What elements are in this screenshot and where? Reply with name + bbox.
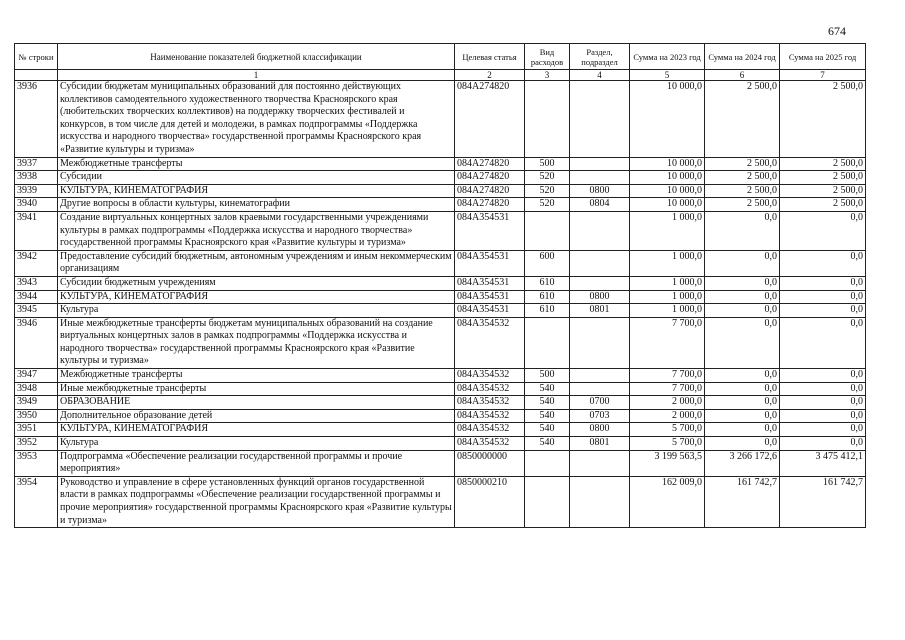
row-number: 3951 [15, 423, 58, 437]
row-sum-2023: 162 009,0 [630, 476, 705, 527]
column-number: 7 [780, 70, 866, 81]
row-sum-2025: 2 500,0 [780, 198, 866, 212]
row-number: 3952 [15, 437, 58, 451]
row-name: Межбюджетные трансферты [58, 369, 455, 383]
header-section: Раздел, подраздел [570, 44, 630, 70]
row-sum-2023: 10 000,0 [630, 171, 705, 185]
row-number: 3953 [15, 450, 58, 476]
row-sum-2023: 1 000,0 [630, 304, 705, 318]
row-sum-2024: 0,0 [705, 250, 780, 276]
row-section [570, 476, 630, 527]
row-sum-2024: 0,0 [705, 423, 780, 437]
row-name: Культура [58, 437, 455, 451]
row-expense-type [525, 317, 570, 368]
table-row [15, 198, 866, 212]
row-name: Создание виртуальных концертных залов краевыми государственными учреждениями культуры в рамках подпрограммы «Поддержка искусства и народного творчества» государственной программы Красноярского края «Развитие культуры и туризма» [58, 211, 455, 250]
row-target-article: 084A354532 [455, 423, 525, 437]
table-row [15, 476, 866, 527]
row-sum-2023: 10 000,0 [630, 81, 705, 158]
column-number: 1 [58, 70, 455, 81]
header-sum-2025: Сумма на 2025 год [780, 44, 866, 70]
row-sum-2023: 7 700,0 [630, 317, 705, 368]
table-row [15, 250, 866, 276]
row-expense-type: 540 [525, 423, 570, 437]
row-target-article: 084A354532 [455, 369, 525, 383]
row-sum-2023: 2 000,0 [630, 396, 705, 410]
table-row [15, 157, 866, 171]
row-sum-2024: 2 500,0 [705, 171, 780, 185]
row-target-article: 084A354531 [455, 250, 525, 276]
row-sum-2023: 10 000,0 [630, 184, 705, 198]
table-row [15, 317, 866, 368]
row-name: Межбюджетные трансферты [58, 157, 455, 171]
row-sum-2025: 2 500,0 [780, 157, 866, 171]
row-name: Дополнительное образование детей [58, 409, 455, 423]
row-number: 3937 [15, 157, 58, 171]
row-target-article: 084A354531 [455, 211, 525, 250]
row-number: 3947 [15, 369, 58, 383]
row-sum-2025: 161 742,7 [780, 476, 866, 527]
row-expense-type: 610 [525, 276, 570, 290]
row-expense-type: 610 [525, 290, 570, 304]
row-name: КУЛЬТУРА, КИНЕМАТОГРАФИЯ [58, 290, 455, 304]
row-section [570, 250, 630, 276]
row-section: 0804 [570, 198, 630, 212]
row-sum-2024: 0,0 [705, 409, 780, 423]
row-number: 3943 [15, 276, 58, 290]
column-number: 4 [570, 70, 630, 81]
row-sum-2024: 161 742,7 [705, 476, 780, 527]
row-expense-type: 600 [525, 250, 570, 276]
row-sum-2024: 0,0 [705, 304, 780, 318]
row-sum-2024: 0,0 [705, 290, 780, 304]
row-sum-2024: 3 266 172,6 [705, 450, 780, 476]
row-section [570, 157, 630, 171]
table-body [15, 81, 866, 528]
column-number [15, 70, 58, 81]
row-expense-type: 500 [525, 369, 570, 383]
row-sum-2025: 0,0 [780, 369, 866, 383]
row-name: Подпрограмма «Обеспечение реализации государственной программы и прочие мероприятия» [58, 450, 455, 476]
row-sum-2024: 0,0 [705, 276, 780, 290]
row-expense-type [525, 476, 570, 527]
row-name: Субсидии бюджетам муниципальных образований для постоянно действующих коллективов самодеятельного художественного творчества Красноярского края (любительских творческих коллективов) на поддержку творческих фестивалей и конкурсов, в том числе для детей и молодежи, в рамках подпрограммы «Поддержка искусства и народного творчества» государственной программы Красноярского края «Развитие культуры и туризма» [58, 81, 455, 158]
row-name: КУЛЬТУРА, КИНЕМАТОГРАФИЯ [58, 423, 455, 437]
row-section: 0800 [570, 184, 630, 198]
row-expense-type [525, 211, 570, 250]
row-sum-2025: 3 475 412,1 [780, 450, 866, 476]
row-sum-2023: 5 700,0 [630, 437, 705, 451]
row-sum-2025: 2 500,0 [780, 171, 866, 185]
row-expense-type: 540 [525, 409, 570, 423]
row-number: 3936 [15, 81, 58, 158]
column-number: 6 [705, 70, 780, 81]
row-target-article: 084A274820 [455, 198, 525, 212]
row-name: Другие вопросы в области культуры, кинематографии [58, 198, 455, 212]
table-row [15, 290, 866, 304]
row-section [570, 171, 630, 185]
row-section [570, 317, 630, 368]
row-number: 3945 [15, 304, 58, 318]
row-sum-2024: 0,0 [705, 317, 780, 368]
row-name: КУЛЬТУРА, КИНЕМАТОГРАФИЯ [58, 184, 455, 198]
row-section [570, 450, 630, 476]
row-name: ОБРАЗОВАНИЕ [58, 396, 455, 410]
row-target-article: 084A354532 [455, 382, 525, 396]
row-target-article: 084A354531 [455, 276, 525, 290]
row-sum-2025: 0,0 [780, 437, 866, 451]
row-sum-2023: 1 000,0 [630, 211, 705, 250]
row-sum-2025: 0,0 [780, 396, 866, 410]
table-row [15, 211, 866, 250]
row-sum-2025: 0,0 [780, 382, 866, 396]
row-sum-2023: 7 700,0 [630, 369, 705, 383]
table-row [15, 396, 866, 410]
row-section: 0800 [570, 290, 630, 304]
row-number: 3944 [15, 290, 58, 304]
row-number: 3940 [15, 198, 58, 212]
row-section: 0801 [570, 437, 630, 451]
table-row [15, 304, 866, 318]
budget-table [14, 43, 866, 528]
row-number: 3941 [15, 211, 58, 250]
row-expense-type: 540 [525, 396, 570, 410]
row-sum-2025: 0,0 [780, 423, 866, 437]
row-sum-2024: 2 500,0 [705, 184, 780, 198]
row-target-article: 0850000000 [455, 450, 525, 476]
row-sum-2025: 0,0 [780, 409, 866, 423]
table-row [15, 437, 866, 451]
page-number: 674 [828, 24, 846, 38]
row-name: Субсидии [58, 171, 455, 185]
table-row [15, 81, 866, 158]
row-expense-type: 520 [525, 198, 570, 212]
row-sum-2025: 0,0 [780, 304, 866, 318]
row-number: 3948 [15, 382, 58, 396]
table-row [15, 423, 866, 437]
row-target-article: 084A354532 [455, 437, 525, 451]
row-expense-type: 500 [525, 157, 570, 171]
row-name: Иные межбюджетные трансферты бюджетам муниципальных образований на создание виртуальных концертных залов в рамках подпрограммы «Поддержка искусства и народного творчества» государственной программы Красноярского края «Развитие культуры и туризма» [58, 317, 455, 368]
row-section [570, 211, 630, 250]
row-target-article: 084A354532 [455, 396, 525, 410]
row-number: 3949 [15, 396, 58, 410]
table-row [15, 184, 866, 198]
row-number: 3950 [15, 409, 58, 423]
row-name: Предоставление субсидий бюджетным, автономным учреждениям и иным некоммерческим организациям [58, 250, 455, 276]
row-sum-2024: 0,0 [705, 382, 780, 396]
table-row [15, 369, 866, 383]
row-number: 3939 [15, 184, 58, 198]
row-number: 3946 [15, 317, 58, 368]
row-sum-2023: 1 000,0 [630, 290, 705, 304]
header-row [15, 44, 866, 70]
row-expense-type: 610 [525, 304, 570, 318]
row-section: 0801 [570, 304, 630, 318]
row-sum-2025: 0,0 [780, 211, 866, 250]
row-sum-2024: 2 500,0 [705, 157, 780, 171]
row-sum-2024: 2 500,0 [705, 198, 780, 212]
row-sum-2025: 0,0 [780, 290, 866, 304]
row-name: Культура [58, 304, 455, 318]
row-target-article: 084A274820 [455, 81, 525, 158]
column-number: 3 [525, 70, 570, 81]
row-target-article: 0850000210 [455, 476, 525, 527]
row-sum-2023: 10 000,0 [630, 157, 705, 171]
row-sum-2025: 0,0 [780, 250, 866, 276]
row-number: 3942 [15, 250, 58, 276]
row-sum-2023: 5 700,0 [630, 423, 705, 437]
row-target-article: 084A274820 [455, 157, 525, 171]
table-row [15, 276, 866, 290]
header-sum-2024: Сумма на 2024 год [705, 44, 780, 70]
row-sum-2024: 2 500,0 [705, 81, 780, 158]
row-sum-2024: 0,0 [705, 369, 780, 383]
row-target-article: 084A354532 [455, 409, 525, 423]
header-target-article: Целевая статья [455, 44, 525, 70]
table-row [15, 171, 866, 185]
row-sum-2023: 2 000,0 [630, 409, 705, 423]
row-sum-2025: 2 500,0 [780, 184, 866, 198]
row-section [570, 369, 630, 383]
row-sum-2023: 1 000,0 [630, 276, 705, 290]
row-name: Иные межбюджетные трансферты [58, 382, 455, 396]
row-section [570, 81, 630, 158]
row-target-article: 084A354531 [455, 304, 525, 318]
row-expense-type: 540 [525, 382, 570, 396]
row-section [570, 276, 630, 290]
row-expense-type: 520 [525, 184, 570, 198]
row-target-article: 084A274820 [455, 171, 525, 185]
table-row [15, 450, 866, 476]
row-sum-2025: 0,0 [780, 276, 866, 290]
row-sum-2023: 1 000,0 [630, 250, 705, 276]
row-sum-2024: 0,0 [705, 396, 780, 410]
row-section: 0700 [570, 396, 630, 410]
row-sum-2025: 0,0 [780, 317, 866, 368]
header-row-no: № строки [15, 44, 58, 70]
row-section [570, 382, 630, 396]
row-expense-type [525, 450, 570, 476]
row-sum-2023: 3 199 563,5 [630, 450, 705, 476]
row-section: 0703 [570, 409, 630, 423]
column-number: 5 [630, 70, 705, 81]
header-expense-type: Вид расходов [525, 44, 570, 70]
table-row [15, 409, 866, 423]
row-expense-type: 520 [525, 171, 570, 185]
row-number: 3938 [15, 171, 58, 185]
row-sum-2023: 10 000,0 [630, 198, 705, 212]
row-section: 0800 [570, 423, 630, 437]
row-sum-2024: 0,0 [705, 211, 780, 250]
row-name: Руководство и управление в сфере установленных функций органов государственной власти в рамках подпрограммы «Обеспечение реализации государственной программы и прочие мероприятия» государственной программы Красноярского края «Развитие культуры и туризма» [58, 476, 455, 527]
row-sum-2023: 7 700,0 [630, 382, 705, 396]
row-target-article: 084A354531 [455, 290, 525, 304]
row-sum-2025: 2 500,0 [780, 81, 866, 158]
row-name: Субсидии бюджетным учреждениям [58, 276, 455, 290]
column-number: 2 [455, 70, 525, 81]
row-target-article: 084A354532 [455, 317, 525, 368]
row-sum-2024: 0,0 [705, 437, 780, 451]
row-expense-type: 540 [525, 437, 570, 451]
table-row [15, 382, 866, 396]
row-target-article: 084A274820 [455, 184, 525, 198]
header-name: Наименование показателей бюджетной классификации [58, 44, 455, 70]
column-number-row [15, 70, 866, 81]
header-sum-2023: Сумма на 2023 год [630, 44, 705, 70]
row-expense-type [525, 81, 570, 158]
row-number: 3954 [15, 476, 58, 527]
